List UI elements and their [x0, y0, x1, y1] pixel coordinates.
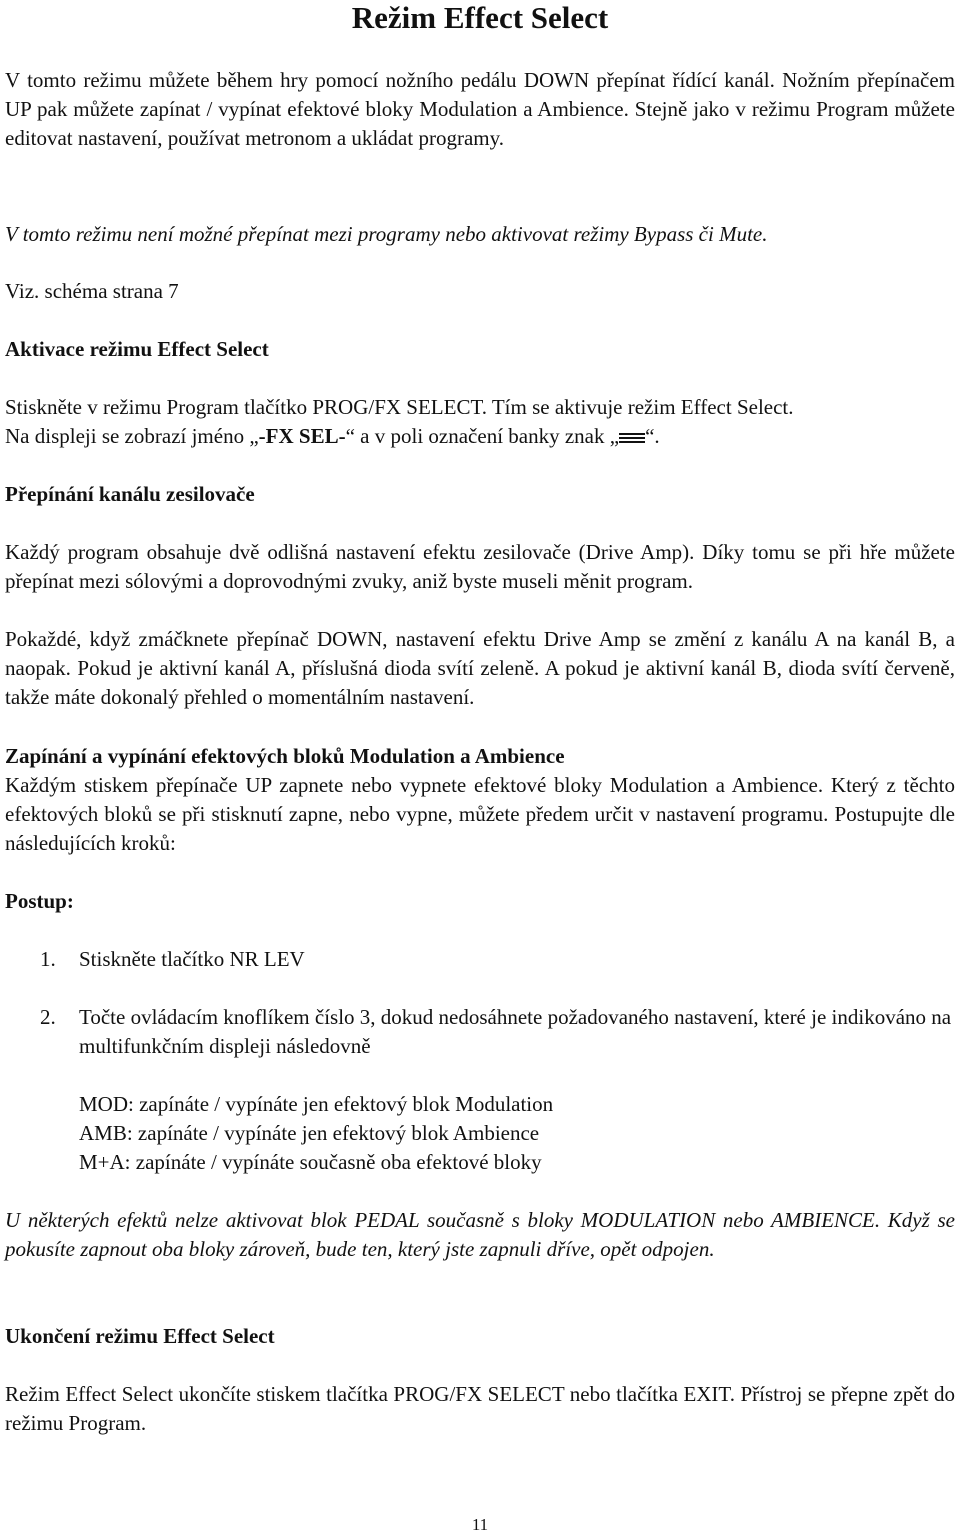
- option-amb: AMB: zapínáte / vypínáte jen efektový blok Ambience: [79, 1121, 540, 1145]
- blocks-paragraph: Každým stiskem přepínače UP zapnete nebo vypnete efektové bloky Modulation a Ambience. Který z těchto efektových bloků se při stisknutí zapne, nebo vypne, můžete předem určit v nastavení programu. Postupujte dle následujících kroků:: [5, 773, 955, 855]
- activation-line-2: [5, 422, 955, 451]
- option-m-a: M+A: zapínáte / vypínáte současně oba efektové bloky: [79, 1150, 542, 1174]
- list-item: [40, 945, 955, 974]
- channel-paragraph-2: Pokaždé, když zmáčknete přepínač DOWN, nastavení efektu Drive Amp se změní z kanálu A na kanál B, a naopak. Pokud je aktivní kanál A, příslušná dioda svítí zeleně. A pokud je aktivní kanál B, dioda svítí červeně, takže máte dokonalý přehled o momentálním nastavení.: [5, 627, 955, 709]
- warning-paragraph: U některých efektů nelze aktivovat blok PEDAL současně s bloky MODULATION nebo AMBIENCE. Když se pokusíte zapnout oba bloky zároveň, bude ten, který jste zapnuli dříve, opět odpojen.: [5, 1208, 955, 1261]
- intro-paragraph: V tomto režimu můžete během hry pomocí nožního pedálu DOWN přepínat řídící kanál. Nožním přepínačem UP pak můžete zapínat / vypínat efektové bloky Modulation a Ambience. Stejně jako v režimu Program můžete editovat nastavení, používat metronom a ukládat programy.: [5, 68, 955, 150]
- step-text: Točte ovládacím knoflíkem číslo 3, dokud nedosáhnete požadovaného nastavení, které je indikováno na multifunkčním displeji následovně: [79, 1005, 952, 1058]
- schema-reference: Viz. schéma strana 7: [5, 279, 179, 303]
- list-item: [40, 1003, 955, 1061]
- activation-line-2-mid: “ a v poli označení banky znak „: [345, 424, 620, 448]
- step-number: 2.: [40, 1005, 56, 1029]
- exit-heading: Ukončení režimu Effect Select: [5, 1324, 275, 1348]
- channel-heading: Přepínání kanálu zesilovače: [5, 482, 255, 506]
- blocks-heading: Zapínání a vypínání efektových bloků Modulation a Ambience: [5, 744, 565, 768]
- step-text: Stiskněte tlačítko NR LEV: [79, 947, 305, 971]
- step-number: 1.: [40, 947, 56, 971]
- activation-line-2-post: “.: [645, 424, 660, 448]
- page-title: Režim Effect Select: [351, 0, 609, 35]
- display-name-fx-sel: -FX SEL-: [258, 424, 346, 448]
- procedure-heading: Postup:: [5, 889, 74, 913]
- bank-indicator-glyph-icon: [619, 431, 645, 445]
- activation-heading: Aktivace režimu Effect Select: [5, 337, 269, 361]
- exit-paragraph: Režim Effect Select ukončíte stiskem tlačítka PROG/FX SELECT nebo tlačítka EXIT. Přístroj se přepne zpět do režimu Program.: [5, 1382, 955, 1435]
- page-number: 11: [471, 1515, 489, 1534]
- activation-line-2-pre: Na displeji se zobrazí jméno „: [5, 424, 259, 448]
- intro-note: V tomto režimu není možné přepínat mezi programy nebo aktivovat režimy Bypass či Mute.: [5, 222, 768, 246]
- channel-paragraph-1: Každý program obsahuje dvě odlišná nastavení efektu zesilovače (Drive Amp). Díky tomu se při hře můžete přepínat mezi sólovými a doprovodnými zvuky, aniž byste museli měnit program.: [5, 540, 955, 593]
- option-mod: MOD: zapínáte / vypínáte jen efektový blok Modulation: [79, 1092, 554, 1116]
- activation-line-1: Stiskněte v režimu Program tlačítko PROG/FX SELECT. Tím se aktivuje režim Effect Select.: [5, 395, 794, 419]
